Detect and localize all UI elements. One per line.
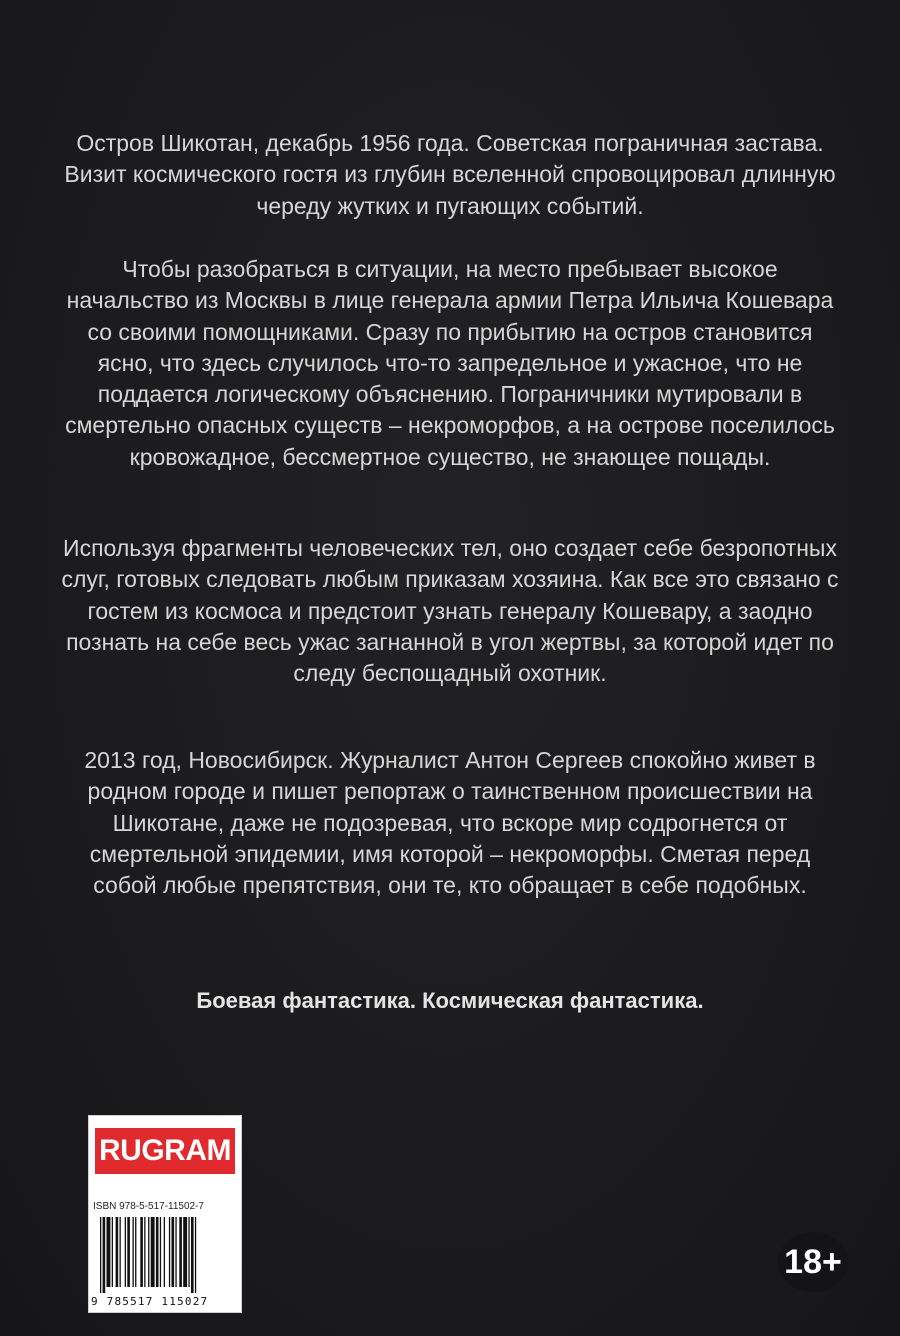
description-paragraph-4: 2013 год, Новосибирск. Журналист Антон Сергеев спокойно живет в родном городе и пишет репортаж о таинственном происшествии на Шикотане, даже не подозревая, что вскоре мир содрогнется от смертельной эпидемии, имя которой – некроморфы. Сметая перед собой любые препятствия, они те, кто обращает в себе подобных. xyxy=(84,747,816,899)
publisher-logo: RUGRAM xyxy=(95,1128,235,1174)
isbn-block xyxy=(88,1115,242,1313)
barcode-icon xyxy=(99,1217,235,1293)
description-paragraph-2: Чтобы разобраться в ситуации, на место пребывает высокое начальство из Москвы в лице генерала армии Петра Ильича Кошевара со своими помощниками. Сразу по прибытию на остров становится ясно, что здесь случилось что-то запредельное и ужасное, что не поддается логическому объяснению. Пограничники мутировали в смертельно опасных существ – некроморфов, а на острове поселилось кровожадное, бессмертное существо, не знающее пощады. xyxy=(65,256,835,470)
age-rating-badge: 18+ xyxy=(778,1232,848,1292)
genre-line: Боевая фантастика. Космическая фантастика. xyxy=(196,988,704,1013)
description-paragraph-1: Остров Шикотан, декабрь 1956 года. Советская пограничная застава. Визит космического гостя из глубин вселенной спровоцировал длинную череду жутких и пугающих событий. xyxy=(64,130,836,219)
barcode-number: 9 785517 115027 xyxy=(91,1295,209,1308)
description-paragraph-3: Используя фрагменты человеческих тел, оно создает себе безропотных слуг, готовых следовать любым приказам хозяина. Как все это связано с гостем из космоса и предстоит узнать генералу Кошевару, а заодно познать на себе весь ужас загнанной в угол жертвы, за которой идет по следу беспощадный охотник. xyxy=(61,535,839,687)
isbn-label: ISBN 978-5-517-11502-7 xyxy=(93,1201,204,1212)
